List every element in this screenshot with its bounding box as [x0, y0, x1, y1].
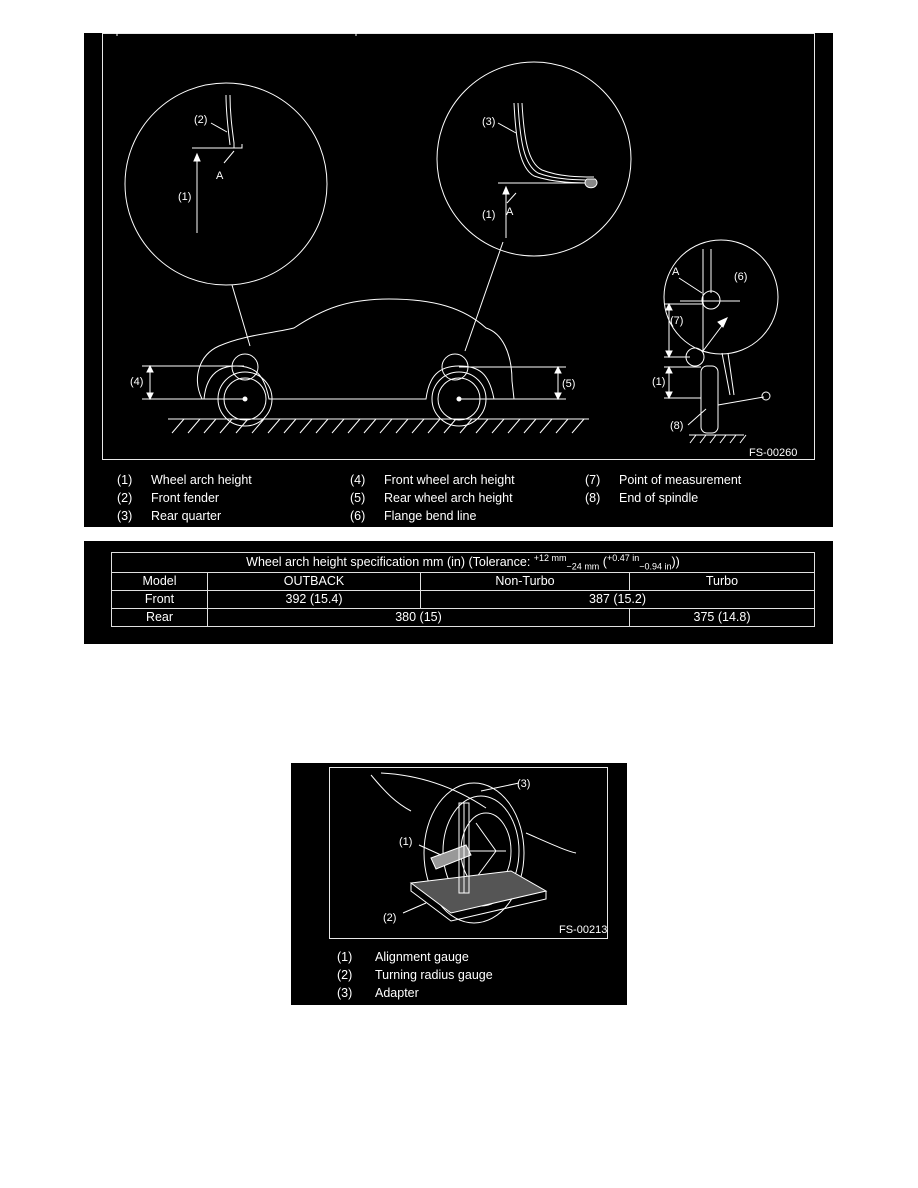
legend-item-1: (1) Wheel arch height — [117, 473, 252, 487]
table-caption: Wheel arch height specification mm (in) (Tolerance: $^{+12 mm}_{-24 mm}$ ($^{+0.47 in}_{-0.94 in}$)) — [112, 553, 815, 573]
point-a-label-3: A — [672, 266, 680, 278]
header-outback: OUTBACK — [208, 572, 421, 590]
callout-2-plate: (2) — [383, 912, 397, 924]
legend-item-8: (8) End of spindle — [585, 491, 699, 505]
legend-item-7: (7) Point of measurement — [585, 473, 742, 487]
spindle-detail — [652, 240, 778, 443]
wheel-arch-diagram — [84, 33, 833, 527]
legend-item-gauge-2: (2) Turning radius gauge — [337, 968, 493, 982]
wheel-arch-spec-table — [111, 552, 815, 627]
legend-item-4: (4) Front wheel arch height — [350, 473, 515, 487]
alignment-gauge-figure — [291, 763, 627, 1005]
callout-1-gauge: (1) — [399, 836, 413, 848]
legend-item-gauge-1: (1) Alignment gauge — [337, 950, 469, 964]
car-silhouette — [197, 299, 514, 426]
point-a-label-2: A — [506, 206, 514, 218]
rear-quarter-detail — [437, 62, 631, 256]
front-turbo-group-value: 387 (15.2) — [421, 590, 815, 608]
header-non-turbo: Non-Turbo — [421, 572, 630, 590]
callout-8: (8) — [670, 420, 684, 432]
legend-item-gauge-3: (3) Adapter — [337, 986, 419, 1000]
table-row — [112, 608, 815, 626]
legend-item-3: (3) Rear quarter — [117, 509, 222, 523]
callout-2: (2) — [194, 114, 208, 126]
rear-outback-nonturbo-value: 380 (15) — [208, 608, 630, 626]
front-fender-detail — [125, 83, 327, 285]
callout-7: (7) — [670, 315, 684, 327]
row-label-rear: Rear — [112, 608, 208, 626]
legend-item-5: (5) Rear wheel arch height — [350, 491, 513, 505]
header-turbo: Turbo — [630, 572, 815, 590]
callout-1: (1) — [178, 191, 192, 203]
rear-turbo-value: 375 (14.8) — [630, 608, 815, 626]
callout-6: (6) — [734, 271, 748, 283]
callout-5: (5) — [562, 378, 576, 390]
figure-code: FS-00260 — [749, 447, 798, 459]
callout-3: (3) — [482, 116, 496, 128]
front-outback-value: 392 (15.4) — [208, 590, 421, 608]
callout-3-adapter: (3) — [517, 778, 531, 790]
header-model: Model — [112, 572, 208, 590]
figure-code-2: FS-00213 — [559, 924, 608, 936]
callout-1-rear: (1) — [482, 209, 496, 221]
callout-4: (4) — [130, 376, 144, 388]
row-label-front: Front — [112, 590, 208, 608]
spec-table-panel — [84, 541, 833, 644]
table-row — [112, 590, 815, 608]
point-a-label: A — [216, 170, 224, 182]
legend-item-6: (6) Flange bend line — [350, 509, 477, 523]
legend-item-2: (2) Front fender — [117, 491, 220, 505]
callout-1-spindle: (1) — [652, 376, 666, 388]
wheel-arch-figure — [84, 33, 833, 527]
